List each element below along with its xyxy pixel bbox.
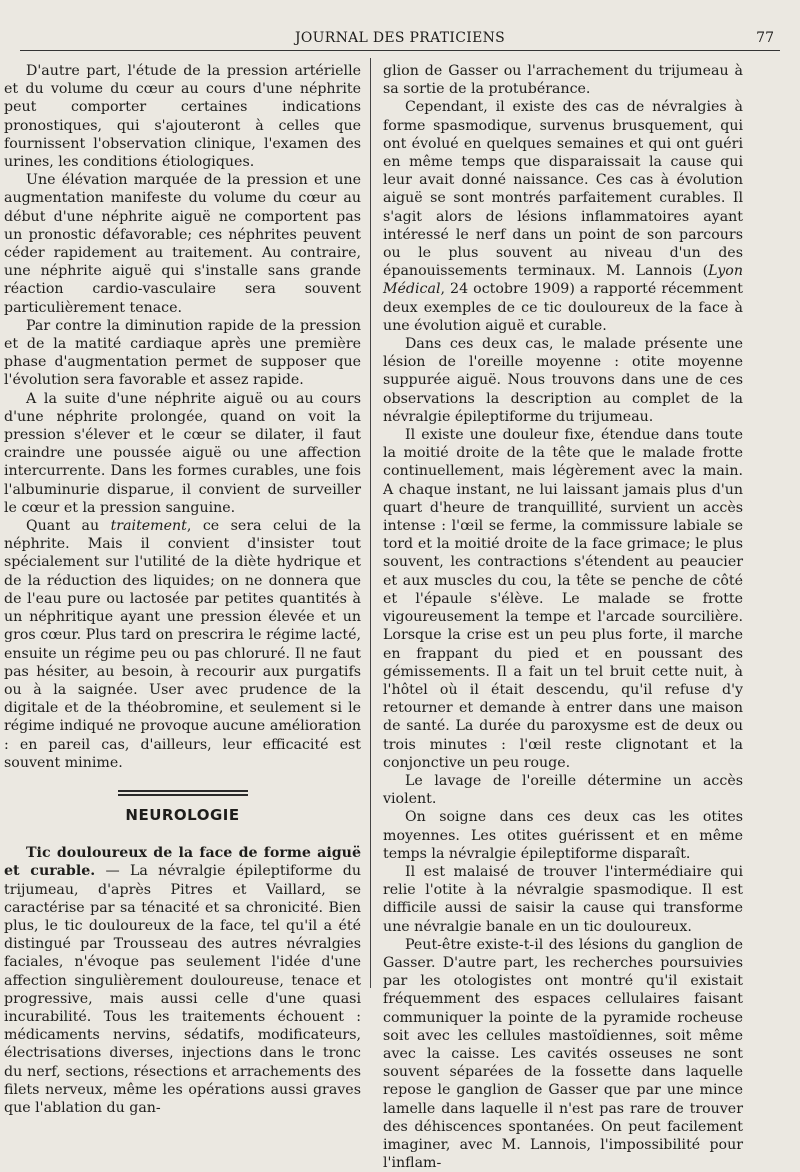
left-column — [4, 62, 361, 1117]
paragraph — [4, 62, 361, 171]
paragraph-text: Par contre la diminution rapide de la pression et de la matité cardiaque après une première phase d'augmentation permet de supposer que l'évolution sera favorable et assez rapide. — [4, 317, 361, 389]
paragraph — [4, 317, 361, 390]
section-heading-block — [4, 790, 361, 824]
paragraph-text: , ce sera celui de la néphrite. Mais il convient d'insister tout spécialement sur l'utilité de la diète hydrique et de la réduction des liquides; on ne donnera que de l'eau pure ou lactosée par petites quantités à un néphritique ayant une pression élevée et un gros cœur. Plus tard on prescrira le régime lacté, ensuite un régime peu ou pas chloruré. Il ne faut pas hésiter, au besoin, à recourir aux purgatifs ou à la saignée. User avec prudence de la digitale et de la théobromine, et seulement si le régime indiqué ne provoque aucune amélioration : en pareil cas, d'ailleurs, leur efficacité est souvent minime. — [4, 518, 361, 771]
paragraph — [383, 62, 743, 98]
paragraph-text: On soigne dans ces deux cas les otites moyennes. Les otites guérissent et en même temps la névralgie épileptiforme disparaît. — [383, 809, 743, 862]
article-paragraph — [4, 844, 361, 1117]
emphasis: Lyon Médical — [383, 263, 743, 298]
paragraph-text: D'autre part, l'étude de la pression artérielle et du volume du cœur au cours d'une néphrite peut comporter certaines indications pronostiques, qui s'ajouteront à celles que fournissent l'observation clinique, l'examen des urines, les conditions étiologiques. — [4, 63, 361, 171]
paragraph — [4, 390, 361, 517]
paragraph-text: Le lavage de l'oreille détermine un accès violent. — [383, 772, 743, 808]
paragraph-text: — La névralgie épileptiforme du trijumeau, d'après Pitres et Vaillard, se caractérise par sa ténacité et sa chronicité. Bien plus, le tic douloureux de la face, tel qu'il a été distingué par Trousseau des autres névralgies faciales, n'évoque pas seulement l'idée d'une affection singulièrement douloureuse, tenace et progressive, mais aussi celle d'une quasi incurabilité. Tous les traitements échouent : médicaments nervins, sédatifs, modificateurs, électrisations diverses, injections dans le tronc du nerf, sections, résections et arrachements des filets nerveux, même les opérations aussi graves que l'ablation du gan- — [4, 863, 361, 1116]
paragraph-text: glion de Gasser ou l'arrachement du trijumeau à sa sortie de la protubérance. — [383, 63, 743, 98]
running-title: JOURNAL DES PRATICIENS — [294, 30, 506, 46]
decorative-rule — [118, 790, 248, 796]
column-divider — [370, 58, 371, 988]
paragraph — [383, 936, 743, 1172]
right-column — [383, 62, 743, 1172]
paragraph-text: , 24 octobre 1909) a rapporté récemment deux exemples de ce tic douloureux de la face à une évolution aiguë et curable. — [383, 281, 743, 334]
paragraph-text: Peut-être existe-t-il des lésions du ganglion de Gasser. D'autre part, les recherches poursuivies par les otologistes ont montré qu'il existait fréquemment des espaces cellulaires faisant communiquer la pointe de la pyramide rocheuse soit avec les cellules mastoïdiennes, soit même avec la caisse. Les cavités osseuses ne sont souvent séparées de la fossette dans laquelle repose le ganglion de Gasser que par une mince lamelle dans laquelle il n'est pas rare de trouver des déhiscences spontanées. On peut facilement imaginer, avec M. Lannois, l'impossibilité pour l'inflam- — [383, 936, 743, 1172]
paragraph — [383, 808, 743, 863]
paragraph-text: Dans ces deux cas, le malade présente une lésion de l'oreille moyenne : otite moyenne suppurée aiguë. Nous trouvons dans une de ces observations la description au complet de la névralgie épileptiforme du trijumeau. — [383, 336, 743, 425]
emphasis: traitement — [110, 518, 187, 535]
paragraph — [383, 98, 743, 335]
paragraph-text: Il est malaisé de trouver l'intermédiaire qui relie l'otite à la névralgie spasmodique. Il est difficile aussi de saisir la cause qui transforme une névralgie banale en un tic douloureux. — [383, 863, 743, 935]
article-title: Tic douloureux de la face de forme aiguë et curable. — [4, 845, 361, 880]
paragraph — [383, 426, 743, 772]
paragraph — [383, 772, 743, 808]
paragraph-text: Cependant, il existe des cas de névralgies à forme spasmodique, survenus brusquement, qui ont évolué en quelques semaines et qui ont guéri en même temps que disparaissait la cause qui leur avait donné naissance. Ces cas à évolution aiguë se sont montrés parfaitement curables. Il s'agit alors de lésions inflammatoires ayant intéressé le nerf dans un point de son parcours ou le plus souvent au niveau d'un des épanouissements terminaux. M. Lannois ( — [383, 99, 743, 280]
paragraph-text: Quant au — [26, 518, 111, 535]
page-number: 77 — [756, 30, 774, 46]
paragraph — [383, 863, 743, 936]
section-title: NEUROLOGIE — [125, 805, 240, 824]
paragraph-text: A la suite d'une néphrite aiguë ou au cours d'une néphrite prolongée, quand on voit la pression s'élever et le cœur se dilater, il faut craindre une poussée aiguë ou une affection intercurrente. Dans les formes curables, une fois l'albuminurie disparue, il convient de surveiller le cœur et la pression sanguine. — [4, 390, 361, 516]
paragraph-text: Il existe une douleur fixe, étendue dans toute la moitié droite de la tête que le malade frotte continuellement, mais légèrement avec la main. A chaque instant, ne lui laissant jamais plus d'un quart d'heure de tranquillité, survient un accès intense : l'œil se ferme, la commissure labiale se tord et la moitié droite de la face grimace; le plus souvent, les contractions s'étendent au peaucier et aux muscles du cou, la tête se penche de côté et l'épaule s'élève. Le malade se frotte vigoureusement la tempe et l'arcade sourcilière. Lorsque la crise est un peu plus forte, il marche en frappant du pied et en poussant des gémissements. Il a fait un tel bruit cette nuit, à l'hôtel où il était descendu, qu'il refuse d'y retourner et demande à entrer dans une maison de santé. La durée du paroxysme est de deux ou trois minutes : l'œil reste clignotant et la conjonctive un peu rouge. — [383, 427, 743, 771]
paragraph — [4, 171, 361, 317]
paragraph-text: Une élévation marquée de la pression et une augmentation manifeste du volume du cœur au début d'une néphrite aiguë ne comportent pas un pronostic défavorable; ces néphrites peuvent céder rapidement au traitement. Au contraire, une néphrite aiguë qui s'installe sans grande réaction cardio-vasculaire sera souvent particulièrement tenace. — [4, 172, 361, 316]
page-header — [20, 28, 780, 51]
paragraph — [383, 335, 743, 426]
paragraph — [4, 517, 361, 772]
